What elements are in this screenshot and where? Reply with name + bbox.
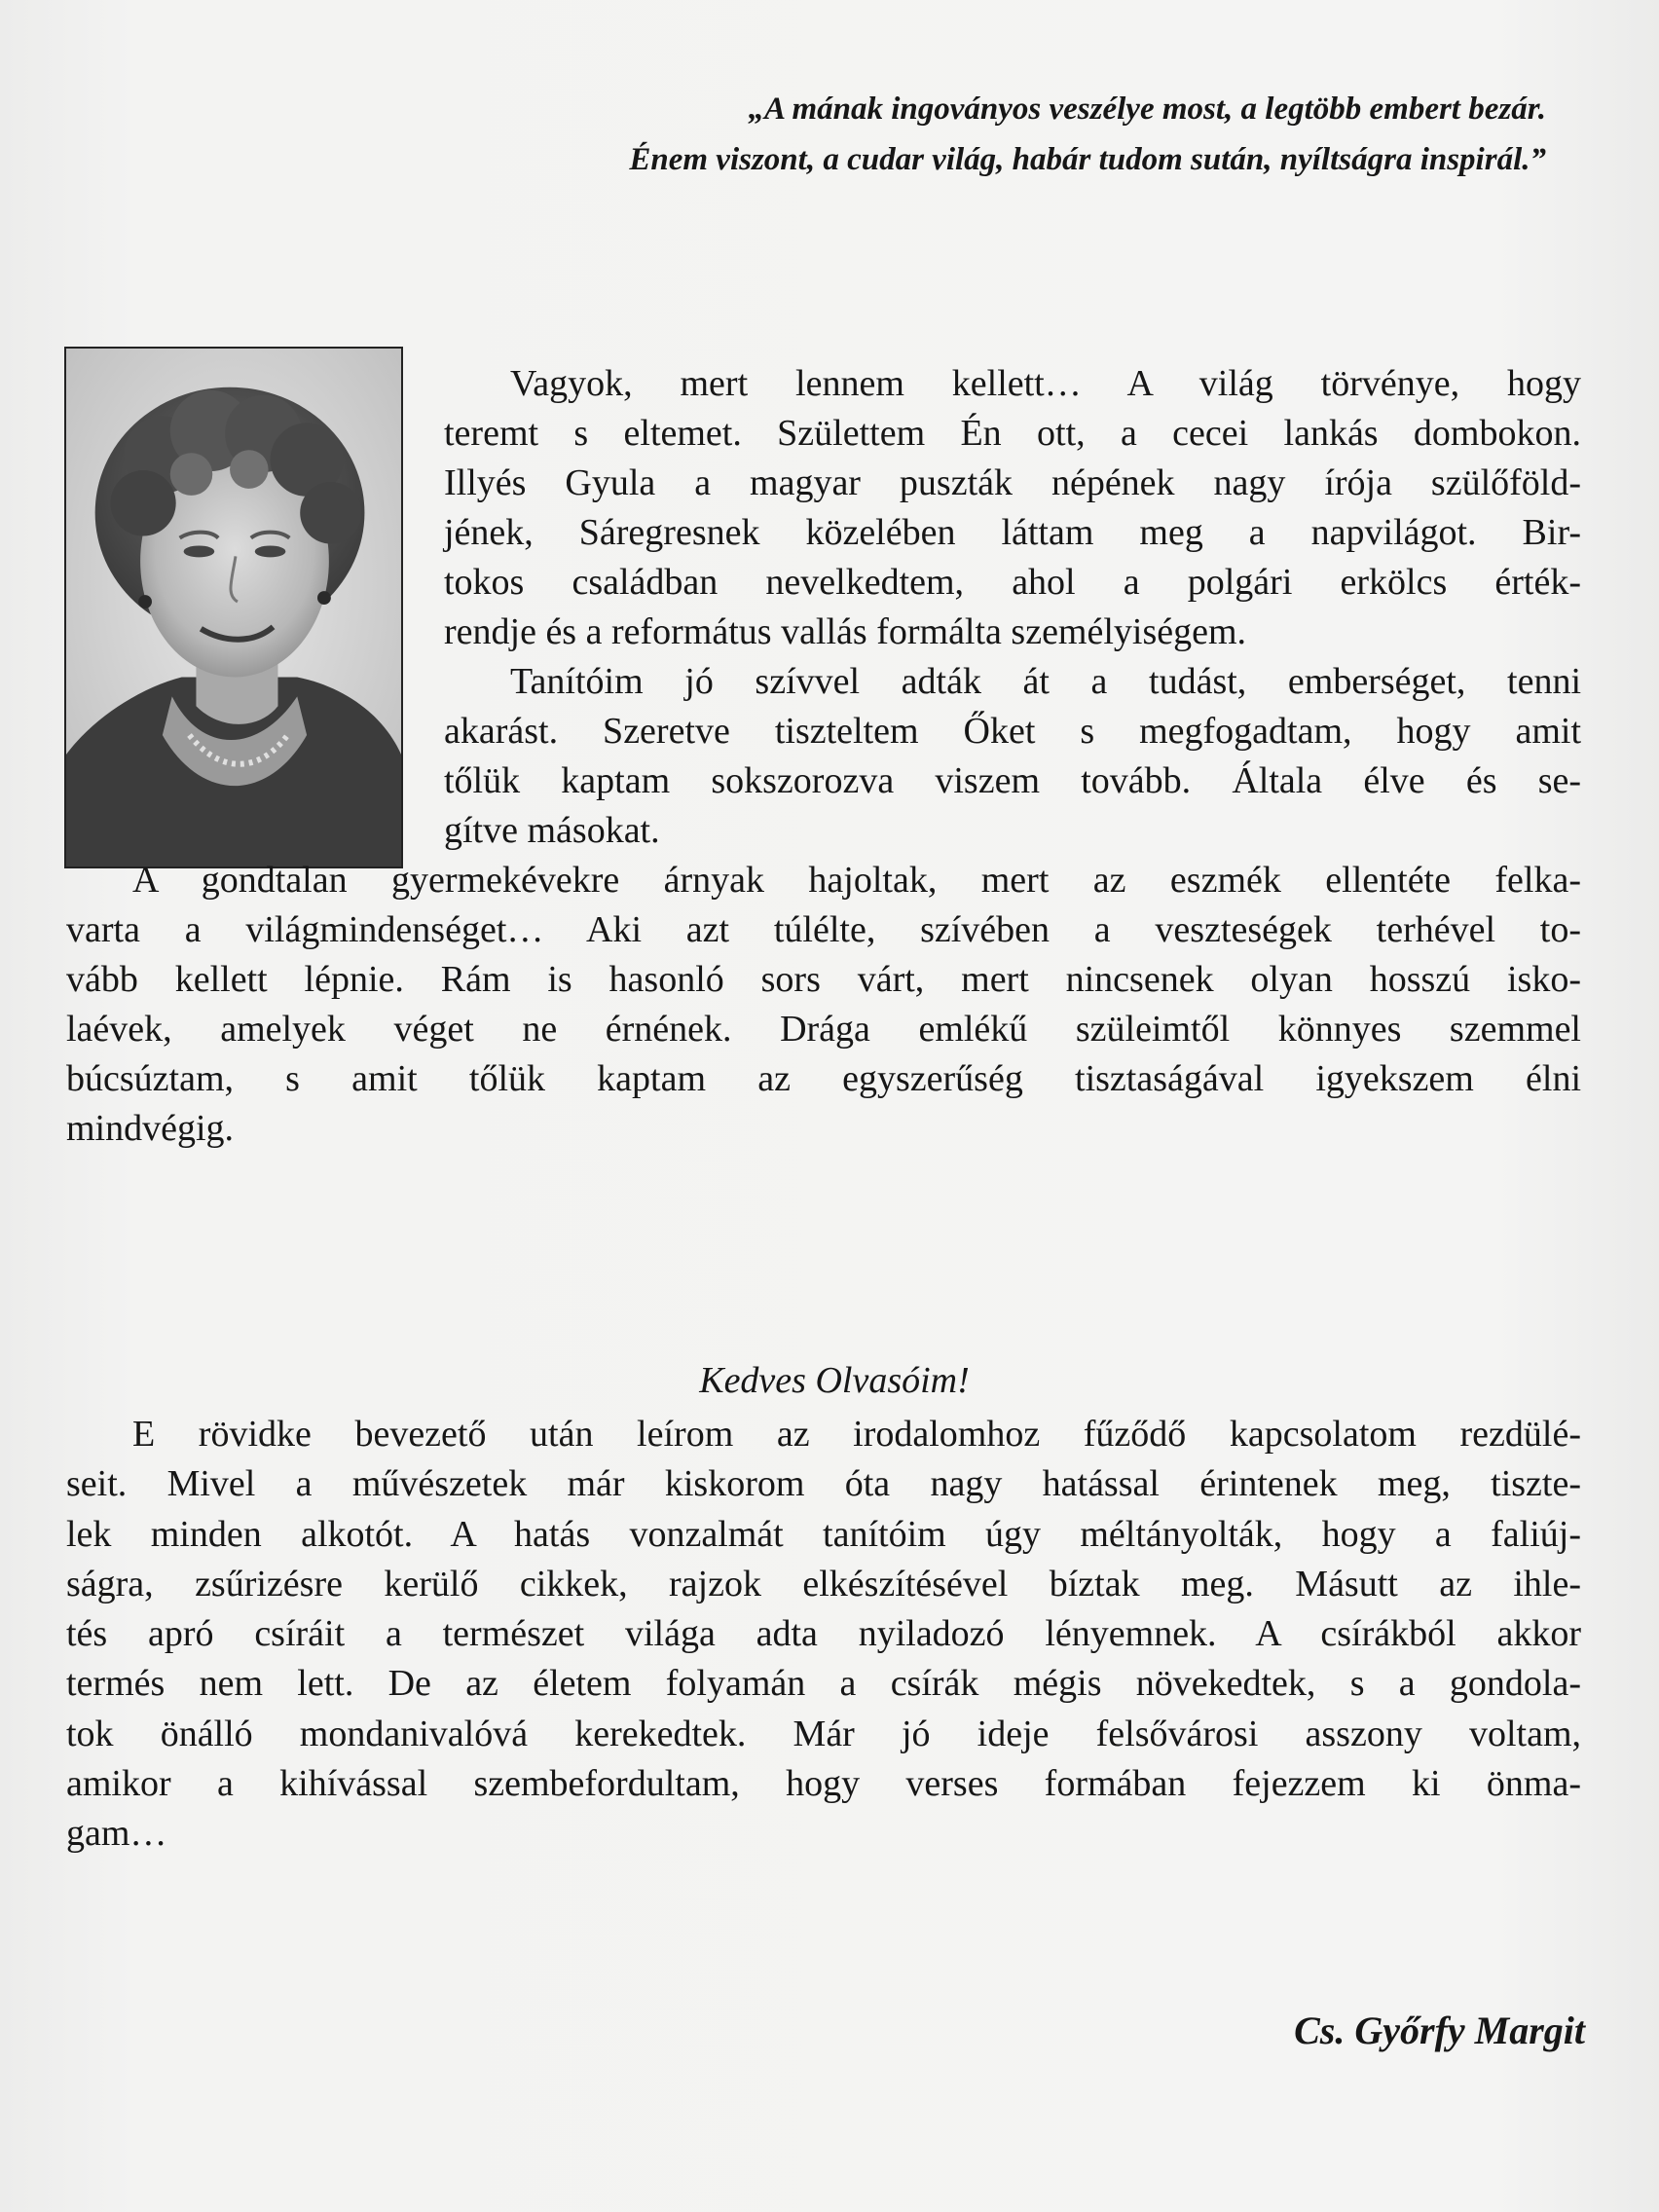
motto-line: Énem viszont, a cudar világ, habár tudom sután, nyíltságra inspirál.”: [629, 142, 1546, 177]
text-line: mindvégig.: [66, 1108, 235, 1149]
text-line: Vagyok, mert lennem kellett… A világ törvénye, hogy: [510, 363, 1581, 404]
text-line: rendje és a református vallás formálta személyiségem.: [444, 611, 1247, 652]
text-line: vább kellett lépnie. Rám is hasonló sors várt, mert nincsenek olyan hosszú isko-: [66, 959, 1581, 1000]
text-line: A gondtalan gyermekévekre árnyak hajoltak, mert az eszmék ellentéte felka-: [132, 860, 1581, 901]
text-line: tok önálló mondanivalóvá kerekedtek. Már jó ideje felsővárosi asszony voltam,: [66, 1713, 1581, 1754]
text-line: tokos családban nevelkedtem, ahol a polgári erkölcs érték-: [444, 562, 1581, 603]
text-line: varta a világmindenséget… Aki azt túlélte, szívében a veszteségek terhével to-: [66, 909, 1581, 950]
text-line: seit. Mivel a művészetek már kiskorom óta nagy hatással érintenek meg, tiszte-: [66, 1463, 1581, 1505]
section-heading: Kedves Olvasóim!: [699, 1360, 970, 1401]
text-line: akarást. Szeretve tiszteltem Őket s megfogadtam, hogy amit: [444, 711, 1581, 752]
text-line: Illyés Gyula a magyar puszták népének nagy írója szülőföld-: [444, 462, 1581, 503]
text-line: ságra, zsűrizésre kerülő cikkek, rajzok elkészítésével bíztak meg. Másutt az ihle-: [66, 1563, 1581, 1604]
intro-paragraphs: [66, 359, 1581, 1154]
author-signature: Cs. Győrfy Margit: [1294, 2009, 1585, 2052]
text-line: tés apró csíráit a természet világa adta nyiladozó lényemnek. A csírákból akkor: [66, 1613, 1581, 1655]
text-line: gítve másokat.: [444, 810, 660, 851]
text-line: jének, Sáregresnek közelében láttam meg a napvilágot. Bir-: [444, 512, 1581, 553]
text-line: teremt s eltemet. Születtem Én ott, a cecei lankás dombokon.: [444, 413, 1581, 454]
text-line: búcsúztam, s amit tőlük kaptam az egyszerűség tisztaságával igyekszem élni: [66, 1058, 1581, 1099]
text-line: tőlük kaptam sokszorozva viszem tovább. Általa élve és se-: [444, 760, 1581, 801]
motto-line: „A mának ingoványos veszélye most, a legtöbb embert bezár.: [748, 92, 1546, 127]
text-line: lek minden alkotót. A hatás vonzalmát tanítóim úgy méltányolták, hogy a faliúj-: [66, 1513, 1581, 1555]
closing-paragraph: [66, 1410, 1581, 1860]
motto-quote: [280, 84, 1546, 185]
text-line: amikor a kihívással szembefordultam, hogy verses formában fejezzem ki önma-: [66, 1763, 1581, 1805]
text-line: laévek, amelyek véget ne érnének. Drága emlékű szüleimtől könnyes szemmel: [66, 1009, 1581, 1050]
text-line: termés nem lett. De az életem folyamán a csírák mégis növekedtek, s a gondola-: [66, 1663, 1581, 1705]
text-line: gam…: [66, 1813, 167, 1855]
text-line: E rövidke bevezető után leírom az irodalomhoz fűződő kapcsolatom rezdülé-: [132, 1414, 1581, 1455]
text-line: Tanítóim jó szívvel adták át a tudást, emberséget, tenni: [510, 661, 1581, 702]
